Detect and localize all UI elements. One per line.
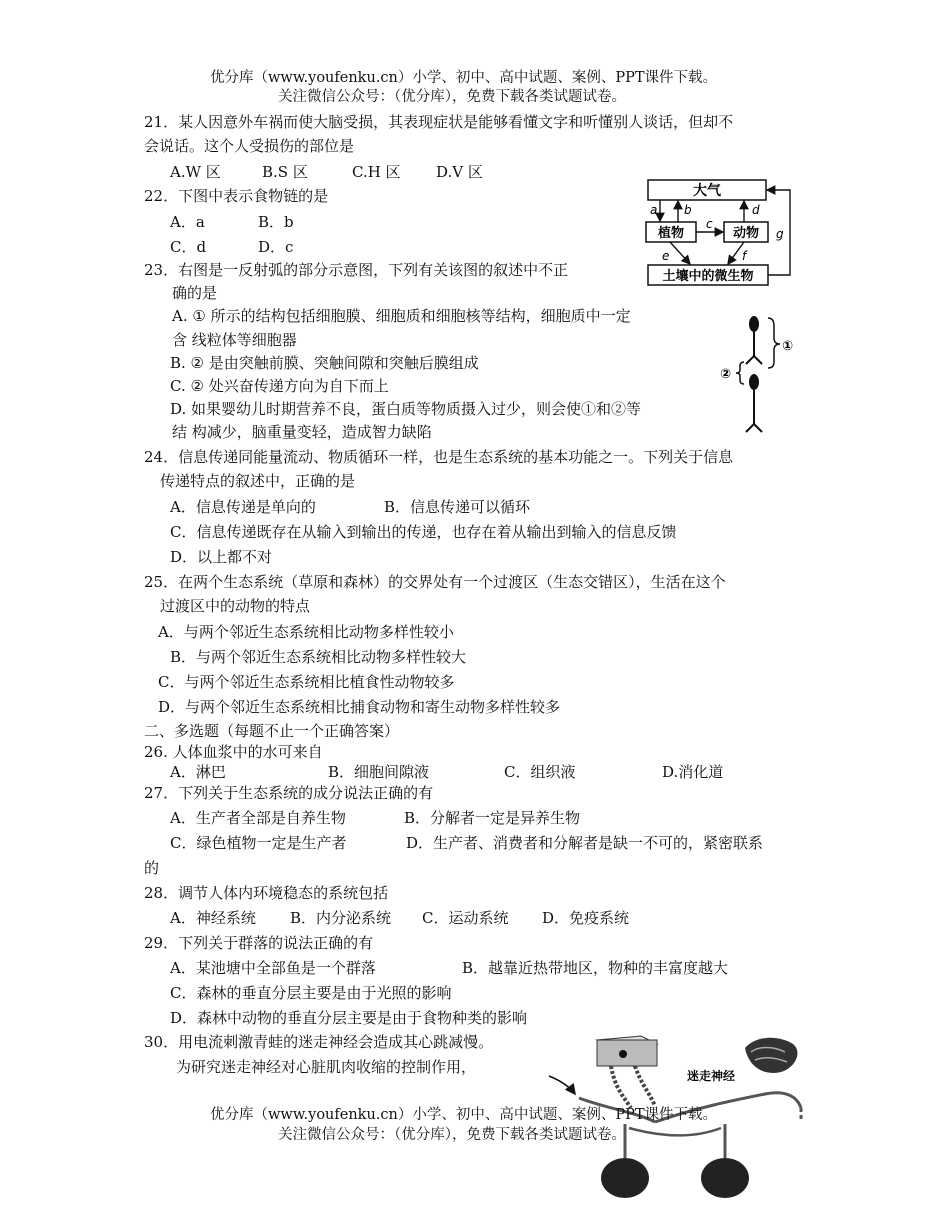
vagus-nerve-label: 迷走神经	[687, 1069, 736, 1083]
q30-stem-2: 为研究迷走神经对心脏肌肉收缩的控制作用，	[176, 1058, 477, 1076]
plant-label: 植物	[657, 226, 685, 241]
animal-label: 动物	[732, 226, 760, 241]
q22-option-d: D．c	[258, 238, 294, 256]
q24-option-b: B．信息传递可以循环	[384, 498, 531, 516]
q26-option-a: A．淋巴	[170, 763, 226, 781]
q28-option-b: B．内分泌系统	[290, 909, 392, 927]
q21-stem-2: 会说话。这个人受损伤的部位是	[144, 137, 355, 155]
q24-option-c: C．信息传递既存在从输入到输出的传递，也存在着从输出到输入的信息反馈	[170, 523, 677, 541]
arrow-e-label: e	[662, 249, 670, 263]
q27-option-a: A．生产者全部是自养生物	[170, 809, 346, 827]
q21-option-c: C.H 区	[352, 163, 401, 181]
q25-option-d: D．与两个邻近生态系统相比捕食动物和寄生动物多样性较多	[158, 698, 561, 716]
q23-stem-2: 确的是	[172, 284, 218, 302]
q26-option-b: B．细胞间隙液	[328, 763, 430, 781]
arrow-f-label: f	[742, 249, 747, 263]
q22-option-a: A．a	[170, 213, 205, 231]
q27-option-c: C．绿色植物一定是生产者	[170, 834, 347, 852]
q27-option-d-1: D．生产者、消费者和分解者是缺一不可的，紧密联系	[406, 834, 764, 852]
q27-option-d-2: 的	[144, 859, 160, 877]
q26-option-c: C．组织液	[504, 763, 576, 781]
soil-microbes-label: 土壤中的微生物	[662, 269, 754, 284]
q24-stem-2: 传递特点的叙述中，正确的是	[160, 472, 356, 490]
upper-neuron-body	[749, 316, 759, 332]
q23-stem-1: 23．右图是一反射弧的部分示意图，下列有关该图的叙述中不正	[144, 261, 569, 279]
q29-option-a: A．某池塘中全部鱼是一个群落	[170, 959, 376, 977]
heart-1	[601, 1158, 649, 1198]
arrow-b-label: b	[684, 203, 692, 217]
footer-line-1: 优分库（www.youfenku.cn）小学、初中、高中试题、案例、PPT课件下载。	[210, 1107, 718, 1123]
q26-stem: 26. 人体血浆中的水可来自	[144, 743, 323, 761]
arrow-e	[670, 242, 690, 264]
q28-option-a: A．神经系统	[170, 909, 256, 927]
atmosphere-label: 大气	[693, 183, 721, 199]
q28-option-d: D．免疫系统	[542, 909, 630, 927]
q21-stem-1: 21．某人因意外车祸而使大脑受损，其表现症状是能够看懂文字和听懂别人谈话，但却不	[144, 113, 734, 131]
arrow-c-label: c	[706, 217, 713, 231]
q27-option-b: B．分解者一定是异养生物	[404, 809, 581, 827]
q21-option-b: B.S 区	[262, 163, 308, 181]
q27-stem: 27．下列关于生态系统的成分说法正确的有	[144, 784, 434, 802]
q29-option-c: C．森林的垂直分层主要是由于光照的影响	[170, 984, 452, 1002]
arrow-d-label: d	[752, 203, 760, 217]
section-2-title: 二、多选题（每题不止一个正确答案）	[144, 722, 400, 740]
q26-option-d: D.消化道	[662, 763, 724, 781]
q23-option-a-2: 含 线粒体等细胞器	[172, 331, 297, 349]
label-1: ①	[782, 339, 794, 354]
q24-option-a: A．信息传递是单向的	[170, 498, 316, 516]
q28-stem: 28．调节人体内环境稳态的系统包括	[144, 884, 389, 902]
header-line-2: 关注微信公众号：（优分库），免费下载各类试题试卷。	[278, 89, 626, 105]
stimulator-box	[597, 1040, 657, 1066]
lower-neuron-body	[749, 374, 759, 390]
q25-option-a: A．与两个邻近生态系统相比动物多样性较小	[158, 623, 454, 641]
q21-option-d: D.V 区	[436, 163, 483, 181]
q25-option-c: C．与两个邻近生态系统相比植食性动物较多	[158, 673, 455, 691]
reflex-arc-diagram	[718, 308, 818, 444]
label-2: ②	[720, 367, 732, 382]
food-chain-diagram	[640, 176, 798, 292]
q25-stem-2: 过渡区中的动物的特点	[160, 597, 311, 615]
q29-option-d: D．森林中动物的垂直分层主要是由于食物种类的影响	[170, 1009, 528, 1027]
tissue-sample	[745, 1038, 797, 1073]
q22-option-c: C．d	[170, 238, 207, 256]
heart-2	[701, 1158, 749, 1198]
q28-option-c: C．运动系统	[422, 909, 509, 927]
q30-stem-1: 30．用电流刺激青蛙的迷走神经会造成其心跳减慢。	[144, 1033, 494, 1051]
q29-stem: 29．下列关于群落的说法正确的有	[144, 934, 374, 952]
q29-option-b: B．越靠近热带地区，物种的丰富度越大	[462, 959, 729, 977]
q22-option-b: B．b	[258, 213, 294, 231]
q23-option-d-2: 结 构减少，脑重量变轻，造成智力缺陷	[172, 423, 432, 441]
brace-2	[736, 362, 744, 384]
q25-stem-1: 25．在两个生态系统（草原和森林）的交界处有一个过渡区（生态交错区），生活在这个	[144, 573, 726, 591]
q23-option-a-1: A. ① 所示的结构包括细胞膜、细胞质和细胞核等结构，细胞质中一定	[172, 307, 631, 325]
q24-option-d: D．以上都不对	[170, 548, 273, 566]
q23-option-c: C. ② 处兴奋传递方向为自下而上	[170, 377, 389, 395]
arrow-a-label: a	[650, 203, 658, 217]
q23-option-b: B. ② 是由突触前膜、突触间隙和突触后膜组成	[170, 354, 479, 372]
q23-option-d-1: D. 如果婴幼儿时期营养不良，蛋白质等物质摄入过少，则会使①和②等	[170, 400, 642, 418]
q22-stem: 22．下图中表示食物链的是	[144, 187, 329, 205]
q21-option-a: A.W 区	[170, 163, 221, 181]
arrow-g-label: g	[776, 227, 784, 241]
q25-option-b: B．与两个邻近生态系统相比动物多样性较大	[170, 648, 467, 666]
q24-stem-1: 24．信息传递同能量流动、物质循环一样，也是生态系统的基本功能之一。下列关于信息	[144, 448, 734, 466]
brace-1	[768, 318, 780, 368]
header-line-1: 优分库（www.youfenku.cn）小学、初中、高中试题、案例、PPT课件下载。	[210, 70, 718, 86]
footer-line-2: 关注微信公众号：（优分库），免费下载各类试题试卷。	[278, 1127, 626, 1143]
